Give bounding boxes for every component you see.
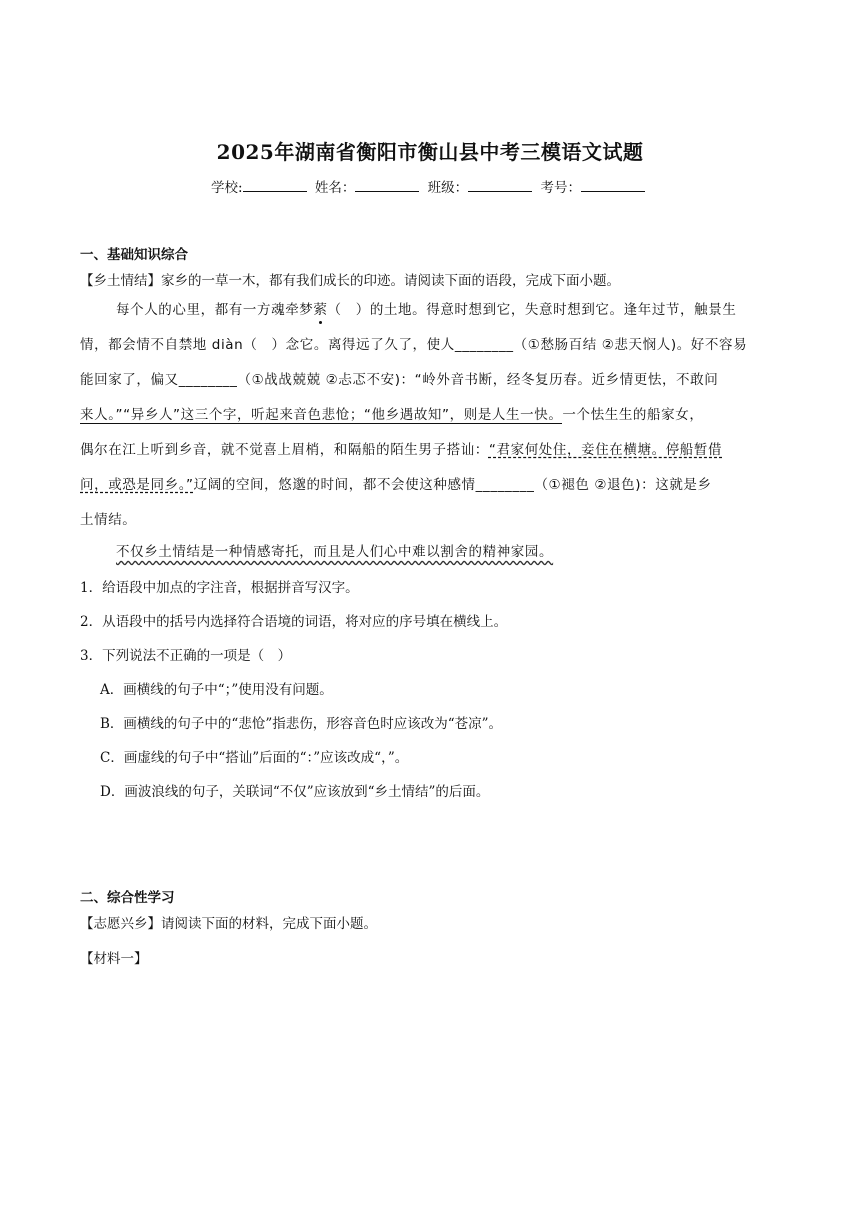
question-2: 2．从语段中的括号内选择符合语境的词语，将对应的序号填在横线上。 [80,614,508,630]
passage-text: 辽阔的空间，悠邈的时间，都不会使这种感情________（①褪色 ②退色)：这就是乡 [193,477,712,493]
passage-text: 偶尔在江上听到乡音，就不觉喜上眉梢，和隔船的陌生男子搭讪： [80,442,489,458]
underlined-sentence: 来人。”“异乡人”这三个字，听起来音色悲怆；“他乡遇故知”，则是人生一快。 [80,407,563,423]
passage-line-8 [116,540,818,560]
school-label: 学校: [211,180,243,196]
passage-line-4 [80,403,782,423]
passage-line-7: 土情结。 [80,512,137,528]
exam-no-blank[interactable] [581,178,645,192]
section-2-heading: 二、综合性学习 [80,890,175,906]
dashed-sentence: “君家何处住，妾住在横塘。停船暂借 [488,442,723,458]
class-blank[interactable] [468,178,532,192]
material-1-label: 【材料一】 [80,951,148,967]
section-1-heading: 一、基础知识综合 [80,247,188,263]
question-3: 3．下列说法不正确的一项是（ ） [80,648,292,664]
exam-no-label: 考号： [540,180,581,196]
wavy-sentence: 不仅乡土情结是一种情感寄托，而且是人们心中难以割舍的精神家园。 [116,544,554,560]
passage-text: 每个人的心里，都有一方魂牵梦 [116,302,314,318]
passage-line-5 [80,438,782,458]
page-title: 2025年湖南省衡阳市衡山县中考三模语文试题 [216,140,644,164]
student-info-line [0,176,860,196]
option-d[interactable]: D．画波浪线的句子，关联词“不仅”应该放到“乡土情结”的后面。 [100,784,490,800]
option-c[interactable]: C．画虚线的句子中“搭讪”后面的“：”应该改成“，”。 [100,750,409,766]
option-b[interactable]: B．画横线的句子中的“悲怆”指悲伤，形容音色时应该改为“苍凉”。 [100,716,503,732]
passage-line-6 [80,473,782,493]
name-label: 姓名： [314,180,356,196]
option-a[interactable]: A．画横线的句子中“；”使用没有问题。 [100,682,333,698]
school-blank[interactable] [243,178,307,192]
name-blank[interactable] [355,178,419,192]
question-1: 1．给语段中加点的字注音，根据拼音写汉字。 [80,580,359,596]
section-1-intro: 【乡土情结】家乡的一草一木，都有我们成长的印迹。请阅读下面的语段，完成下面小题。 [80,273,620,289]
dotted-character: 萦 [313,302,328,318]
section-2-intro: 【志愿兴乡】请阅读下面的材料，完成下面小题。 [80,916,377,932]
passage-text: （ ）的土地。得意时想到它，失意时想到它。逢年过节，触景生 [327,302,737,318]
passage-line-3: 能回家了，偏又________（①战战兢兢 ②忐忑不安)：“岭外音书断，经冬复历春。近乡情更怯，不敢问 [80,372,719,388]
passage-line-2: 情，都会情不自禁地 diàn（ ）念它。离得远了久了，使人________（①愁肠百结 ②悲天悯人)。好不容易 [80,337,748,353]
dashed-sentence: 问，或恐是同乡。” [80,477,194,493]
passage-text: 一个怯生生的船家女， [562,407,704,423]
class-label: 班级： [427,180,469,196]
passage-line-1 [116,298,818,318]
